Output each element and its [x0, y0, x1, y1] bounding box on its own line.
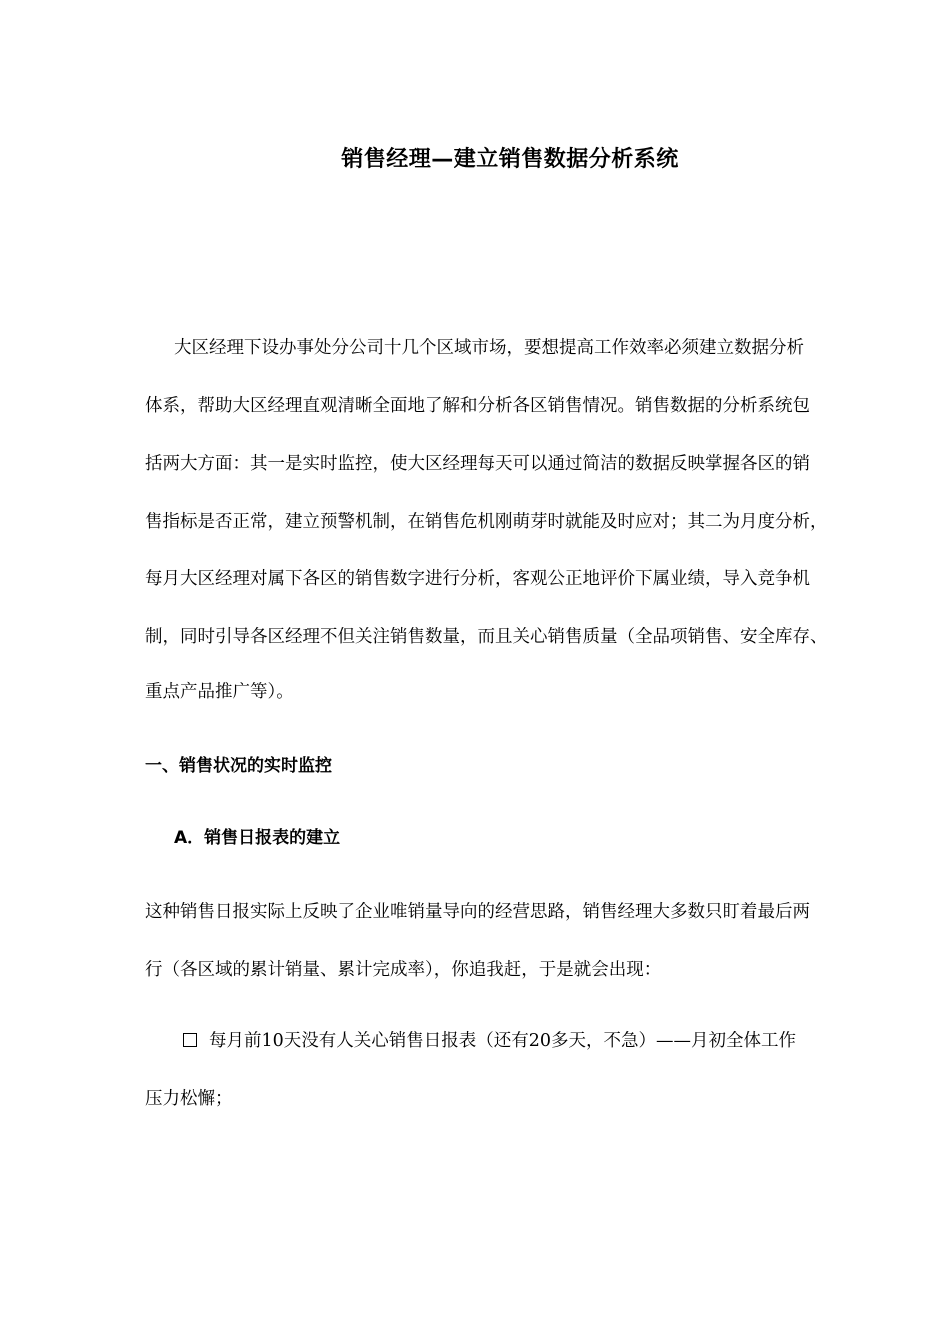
bullet-continuation: 压力松懈； [145, 1089, 233, 1109]
section-heading: 一、销售状况的实时监控 [145, 756, 332, 776]
intro-line-4: 售指标是否正常，建立预警机制，在销售危机刚萌芽时就能及时应对；其二为月度分析， [145, 512, 828, 532]
bullet-text: 每月前10天没有人关心销售日报表（还有20多天，不急）——月初全体工作 [209, 1031, 797, 1051]
body-line-1: 这种销售日报实际上反映了企业唯销量导向的经营思路，销售经理大多数只盯着最后两 [145, 902, 810, 922]
bullet-item [183, 1029, 796, 1053]
checkbox-bullet-icon [183, 1033, 197, 1047]
subsection-heading: A．销售日报表的建立 [174, 828, 341, 848]
intro-line-5: 每月大区经理对属下各区的销售数字进行分析，客观公正地评价下属业绩，导入竞争机 [145, 569, 810, 589]
document-title: 销售经理—建立销售数据分析系统 [341, 147, 679, 172]
intro-line-6: 制，同时引导各区经理不但关注销售数量，而且关心销售质量（全品项销售、安全库存、 [145, 627, 828, 647]
intro-line-3: 括两大方面：其一是实时监控，使大区经理每天可以通过简洁的数据反映掌握各区的销 [145, 454, 810, 474]
intro-line-2: 体系，帮助大区经理直观清晰全面地了解和分析各区销售情况。销售数据的分析系统包 [145, 396, 810, 416]
intro-line-1: 大区经理下设办事处分公司十几个区域市场，要想提高工作效率必须建立数据分析 [174, 338, 804, 358]
intro-line-7: 重点产品推广等）。 [145, 682, 294, 702]
body-line-2: 行（各区域的累计销量、累计完成率），你追我赶，于是就会出现： [145, 960, 662, 980]
